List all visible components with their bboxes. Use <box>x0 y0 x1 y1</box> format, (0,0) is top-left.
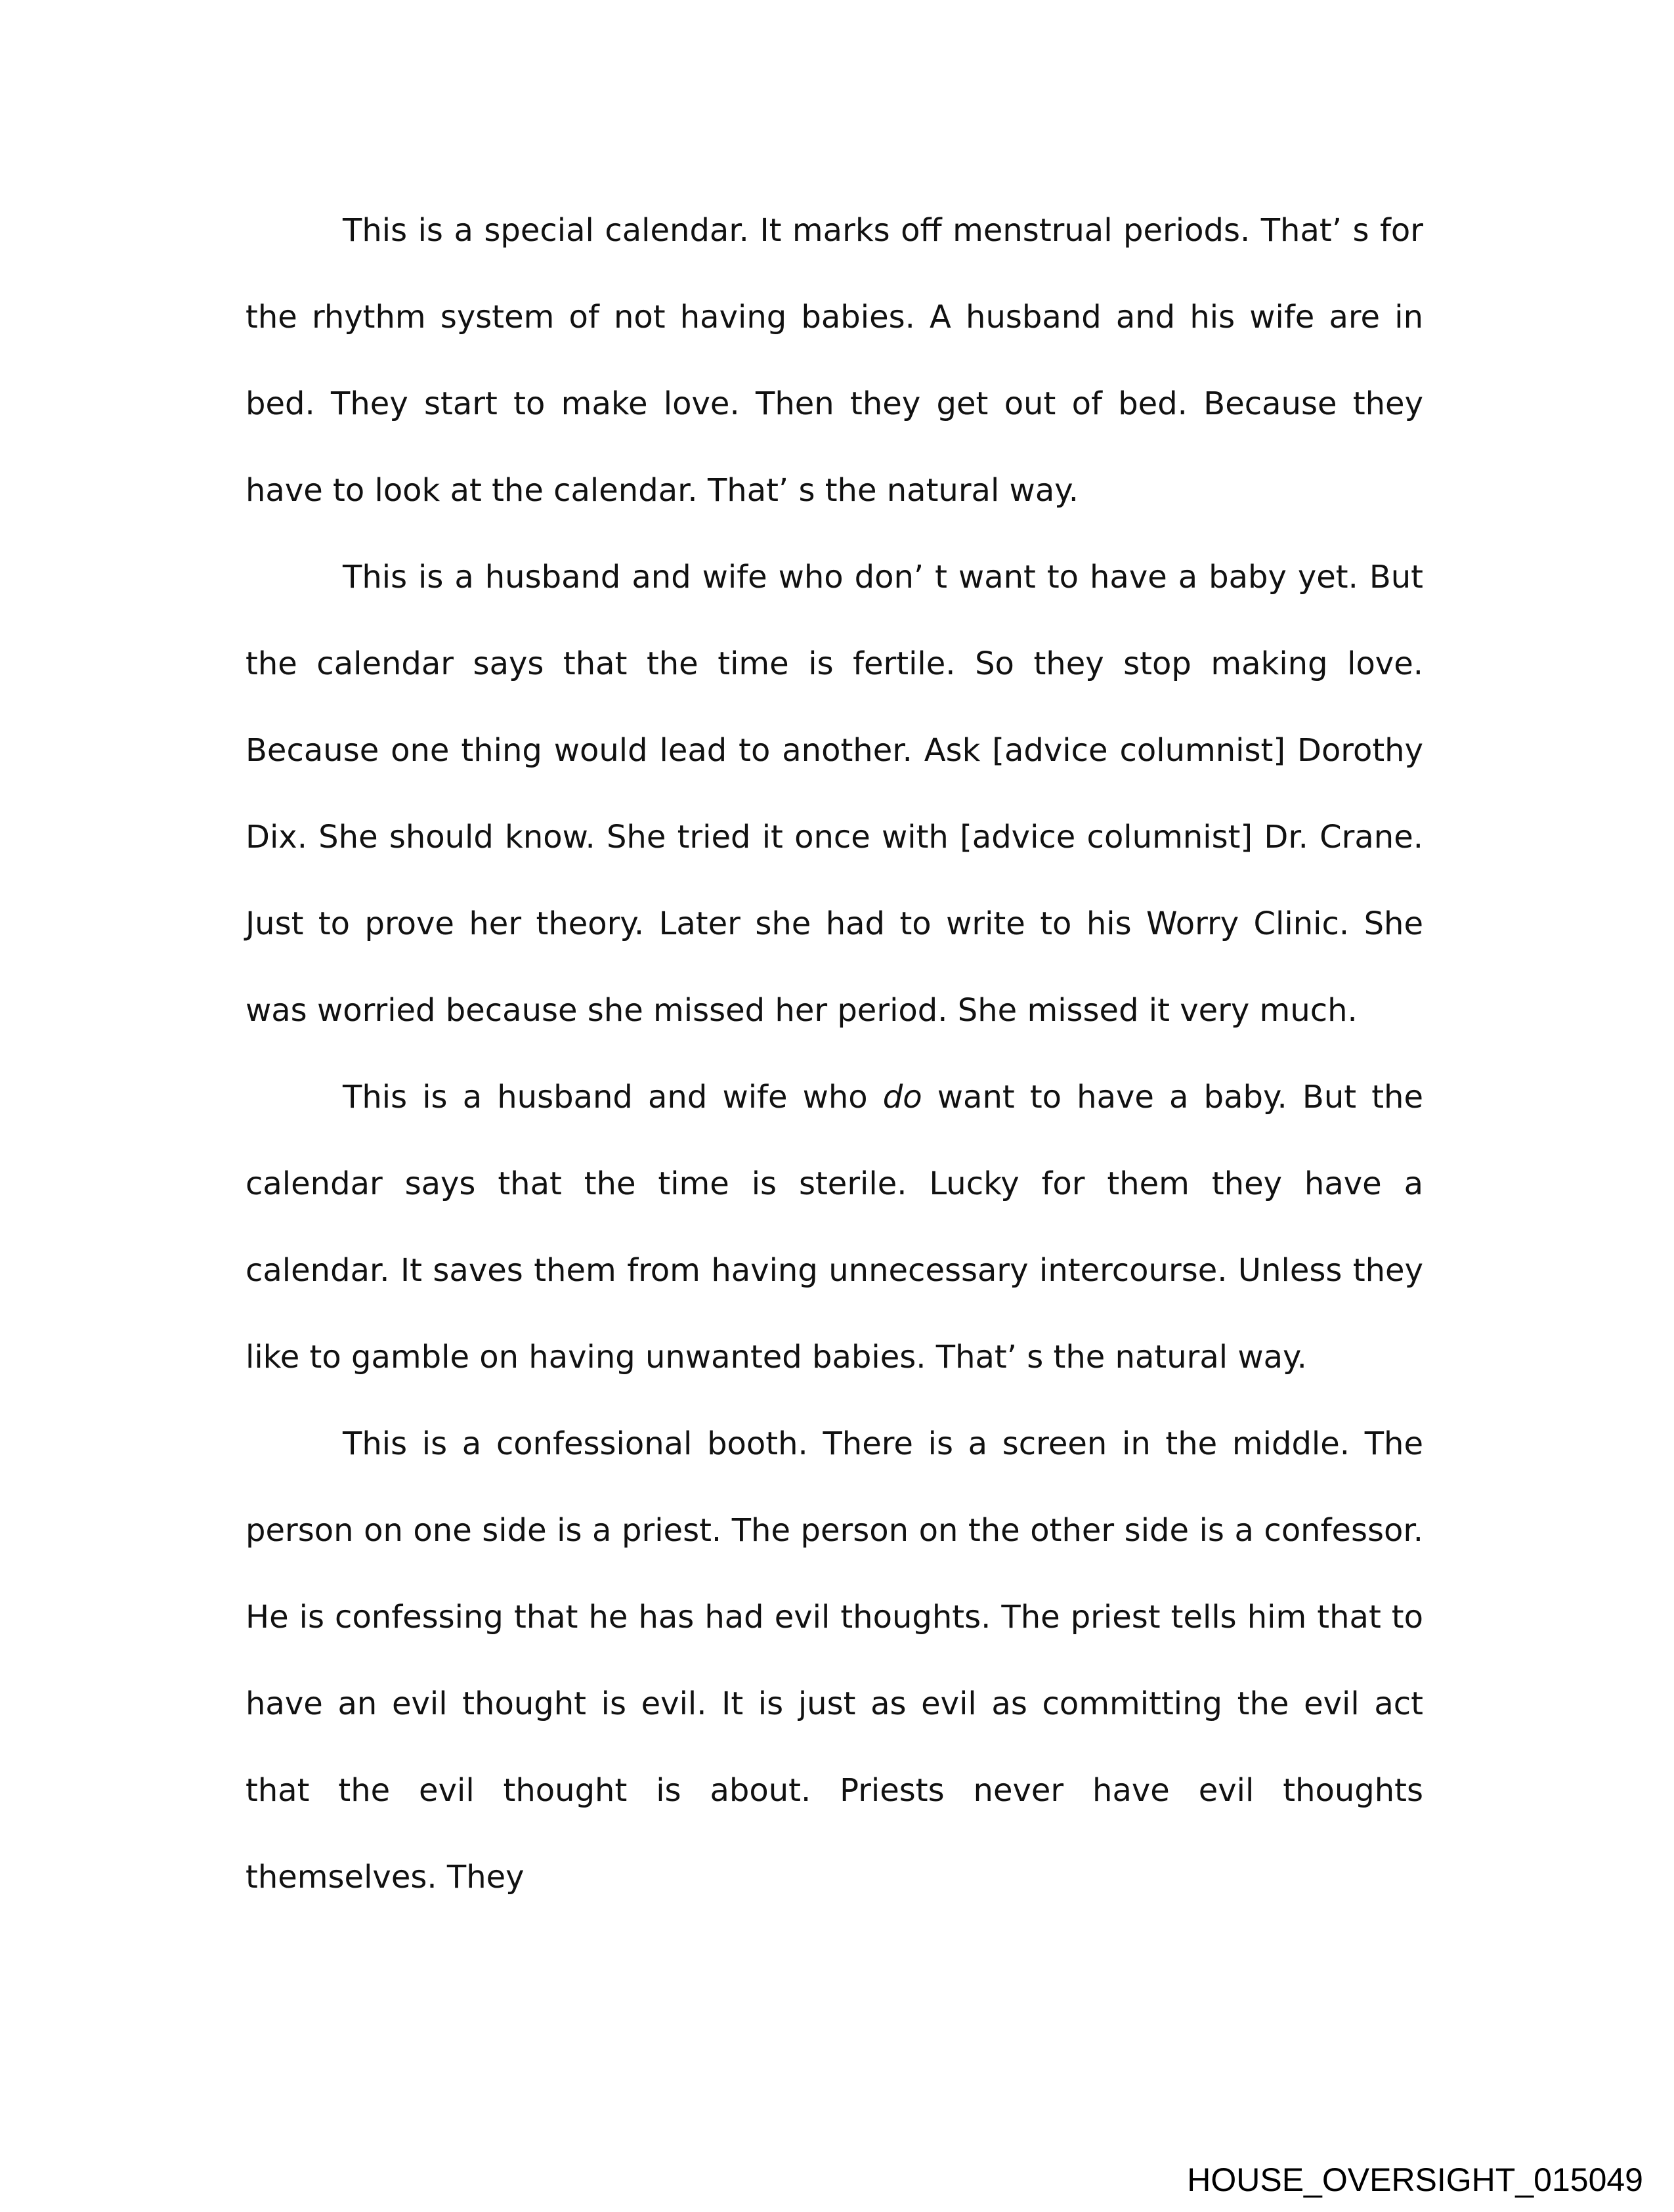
paragraph-calendar: This is a special calendar. It marks off menstrual periods. That’ s for the rhythm system of not having babies. A husband and his wife are in bed. They start to make love. Then they get out of bed. Because they have to look at the calendar. That’ s the natural way. <box>246 212 1423 509</box>
paragraph-confessional: This is a confessional booth. There is a screen in the middle. The person on one side is a priest. The person on the other side is a confessor. He is confessing that he has had evil thoughts. The priest tells him that to have an evil thought is evil. It is just as evil as committing the evil act that the evil thought is about. Priests never have evil thoughts themselves. They <box>246 1425 1423 1896</box>
paragraph-fertile: This is a husband and wife who don’ t want to have a baby yet. But the calendar says that the time is fertile. So they stop making love. Because one thing would lead to another. Ask [advice columnist] Dorothy Dix. She should know. She tried it once with [advice columnist] Dr. Crane. Just to prove her theory. Later she had to write to his Worry Clinic. She was worried because she missed her period. She missed it very much. <box>246 559 1423 1029</box>
document-body <box>246 187 1423 1920</box>
emphasis-do: do <box>882 1079 922 1116</box>
paragraph-sterile-before: This is a husband and wife who <box>343 1079 883 1116</box>
paragraph-sterile-after: want to have a baby. But the calendar says that the time is sterile. Lucky for them they have a calendar. It saves them from having unnecessary intercourse. Unless they like to gamble on having unwanted babies. That’ s the natural way. <box>246 1079 1423 1376</box>
bates-number: HOUSE_OVERSIGHT_015049 <box>1187 2161 1643 2198</box>
paragraph-sterile <box>246 1054 1423 1400</box>
